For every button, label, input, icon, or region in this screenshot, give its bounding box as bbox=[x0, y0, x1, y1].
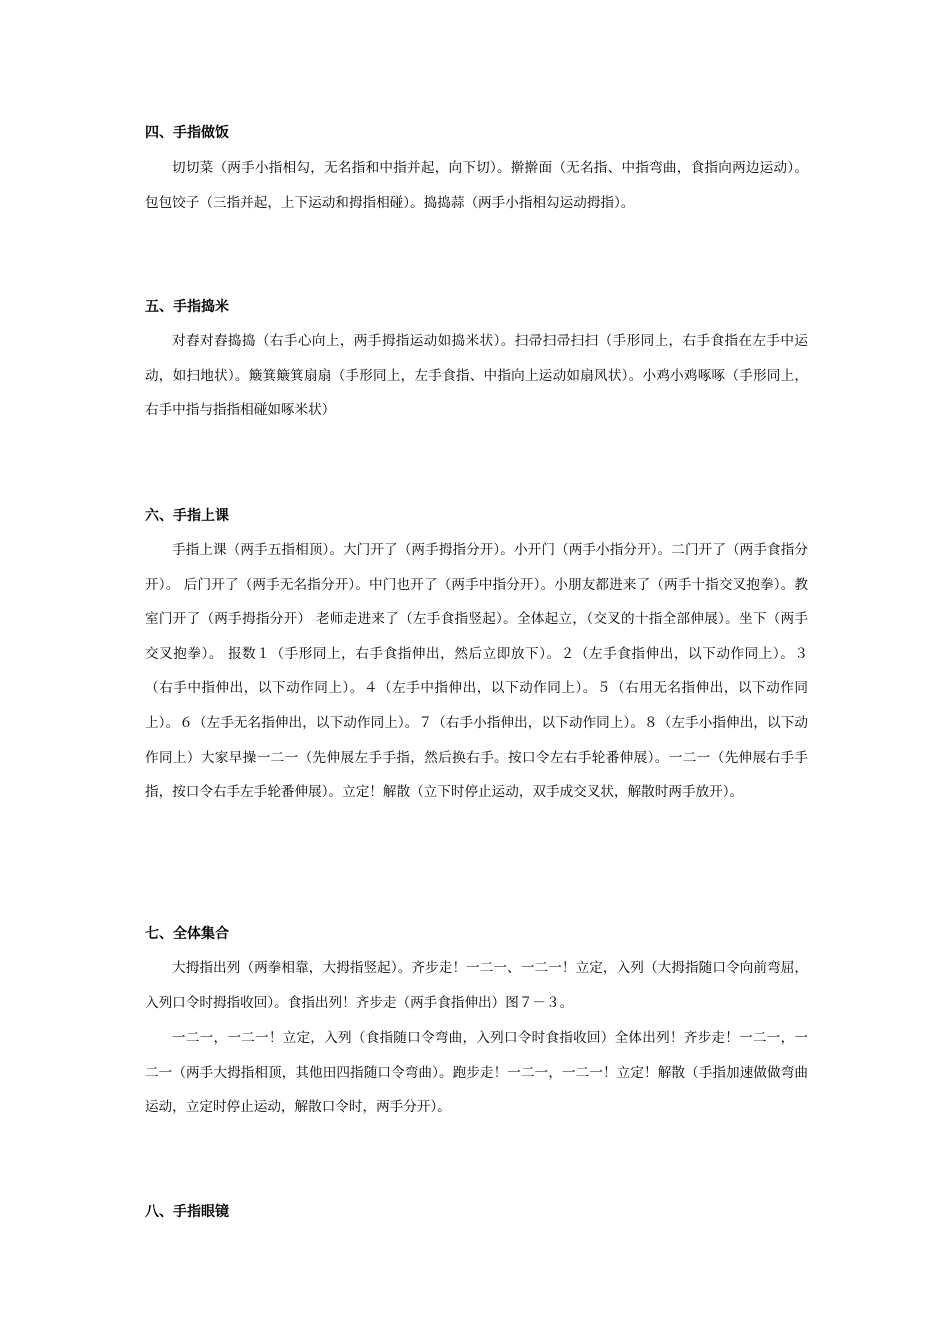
section-heading-4: 四、手指做饭 bbox=[145, 125, 229, 141]
section-5-paragraph-1: 对舂对舂捣捣（右手心向上，两手拇指运动如捣米状）。扫帚扫帚扫扫（手形同上，右手食指在左手中运动，如扫地状）。簸箕簸箕扇扇（手形同上，左手食指、中指向上运动如扇风状）。小鸡小鸡啄啄（手形同上，右手中指与指指相碰如啄米状） bbox=[145, 333, 808, 419]
section-7-paragraph-1: 大拇指出列（两拳相靠，大拇指竖起）。齐步走！一二一、一二一！立定，入列（大拇指随口令向前弯屈，入列口令时拇指收回）。食指出列！齐步走（两手食指伸出）图７－３。 bbox=[145, 960, 808, 1011]
section-6-paragraph-1: 手指上课（两手五指相顶）。大门开了（两手拇指分开）。小开门（两手小指分开）。二门开了（两手食指分开）。 后门开了（两手无名指分开）。中门也开了（两手中指分开）。小朋友都进来了（两手十指交叉抱拳）。教室门开了（两手拇指分开） 老师走进来了（左手食指竖起）。全体起立，（交叉的十指全部伸展）。坐下（两手交叉抱拳）。 报数１（手形同上，右手食指伸出，然后立即放下）。２（左手食指伸出，以下动作同上）。３（右手中指伸出，以下动作同上）。４（左手中指伸出，以下动作同上）。５（右用无名指伸出，以下动作同上）。６（左手无名指伸出，以下动作同上）。７（右手小指伸出，以下动作同上）。８（左手小指伸出，以下动作同上）大家早操一二一（先伸展左手手指，然后换右手。按口令左右手轮番伸展）。一二一（先伸展右手手指，按口令右手左手轮番伸展）。立定！解散（立下时停止运动，双手成交叉状，解散时两手放开）。 bbox=[145, 542, 808, 801]
section-heading-8: 八、手指眼镜 bbox=[145, 1204, 229, 1220]
section-heading-6: 六、手指上课 bbox=[145, 508, 229, 524]
section-4-paragraph-1: 切切菜（两手小指相勾，无名指和中指并起，向下切）。擀擀面（无名指、中指弯曲，食指向两边运动）。包包饺子（三指并起，上下运动和拇指相碰）。捣捣蒜（两手小指相勾运动拇指）。 bbox=[145, 160, 808, 211]
section-heading-7: 七、全体集合 bbox=[145, 926, 229, 942]
section-7-paragraph-2: 一二一，一二一！立定，入列（食指随口令弯曲，入列口令时食指收回）全体出列！齐步走！一二一，一二一（两手大拇指相顶，其他田四指随口令弯曲）。跑步走！一二一，一二一！立定！解散（手指加速做做弯曲运动，立定时停止运动，解散口令时，两手分开）。 bbox=[145, 1030, 808, 1116]
section-heading-5: 五、手指捣米 bbox=[145, 299, 229, 315]
